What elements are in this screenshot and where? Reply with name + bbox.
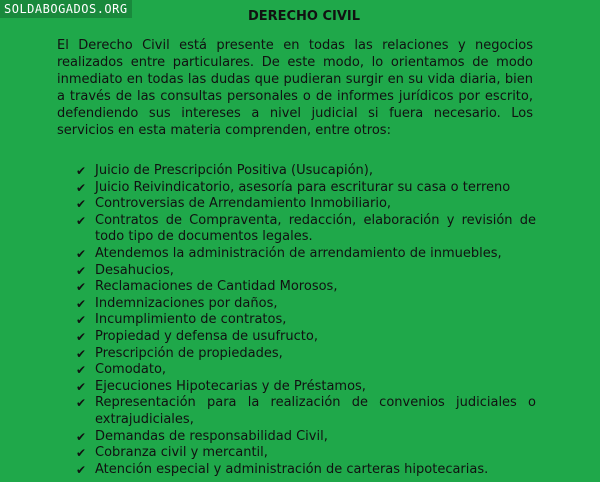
- service-label: Atención especial y administración de carteras hipotecarias.: [95, 461, 489, 477]
- service-label: Controversias de Arrendamiento Inmobiliario,: [95, 196, 392, 212]
- checkmark-icon: ✔: [76, 164, 87, 178]
- service-label: Demandas de responsabilidad Civil,: [95, 428, 328, 444]
- list-item: [76, 279, 536, 296]
- watermark-logo: SOLDABOGADOS.ORG: [0, 0, 132, 18]
- service-label: Juicio de Prescripción Positiva (Usucapión),: [95, 163, 373, 178]
- checkmark-icon: ✔: [76, 180, 87, 195]
- checkmark-icon: ✔: [76, 462, 87, 477]
- intro-paragraph: El Derecho Civil está presente en todas las relaciones y negocios realizados entre particulares. De este modo, lo orientamos de modo inmediato en todas las dudas que pudieran surgir en su vida diaria, bien a través de las consultas personales o de informes jurídicos por escrito, defendiendo sus intereses a nivel judicial si fuera necesario. Los servicios en esta materia comprenden, entre otros:: [57, 38, 533, 138]
- service-label: Ejecuciones Hipotecarias y de Préstamos,: [95, 378, 366, 394]
- checkmark-icon: ✔: [76, 280, 87, 295]
- list-item: [76, 263, 536, 280]
- checkmark-icon: ✔: [76, 379, 87, 394]
- service-label: Contratos de Compraventa, redacción, elaboración y revisión de todo tipo de documentos legales.: [95, 212, 536, 245]
- checkmark-icon: ✔: [76, 396, 87, 411]
- list-item: [76, 429, 536, 446]
- list-item: [76, 213, 536, 246]
- service-label: Propiedad y defensa de usufructo,: [95, 328, 318, 344]
- service-label: Cobranza civil y mercantil,: [95, 445, 268, 461]
- service-label: Incumplimiento de contratos,: [95, 312, 287, 328]
- checkmark-icon: ✔: [76, 446, 87, 461]
- list-item: [76, 395, 536, 428]
- list-item: [76, 246, 536, 263]
- checkmark-icon: ✔: [76, 429, 87, 444]
- service-label: Comodato,: [95, 362, 167, 378]
- list-item: [76, 312, 536, 329]
- checkmark-icon: ✔: [76, 363, 87, 378]
- checkmark-icon: ✔: [76, 197, 87, 212]
- checkmark-icon: ✔: [76, 329, 87, 344]
- service-label: Indemnizaciones por daños,: [95, 295, 278, 311]
- list-item: [76, 462, 536, 479]
- checkmark-icon: ✔: [76, 246, 87, 261]
- list-item: [76, 196, 536, 213]
- list-item: [76, 296, 536, 313]
- list-item: [76, 180, 536, 197]
- service-label: Desahucios,: [95, 262, 174, 278]
- list-item: [76, 346, 536, 363]
- checkmark-icon: ✔: [76, 346, 87, 361]
- service-label: Atendemos la administración de arrendamiento de inmuebles,: [95, 245, 502, 261]
- service-label: Prescripción de propiedades,: [95, 345, 283, 361]
- checkmark-icon: ✔: [76, 296, 87, 311]
- service-label: Juicio Reivindicatorio, asesoría para escriturar su casa o terreno: [95, 179, 511, 195]
- page-title: DERECHO CIVIL: [247, 9, 361, 24]
- list-item: [76, 362, 536, 379]
- services-list: [76, 163, 536, 478]
- checkmark-icon: ✔: [76, 313, 87, 328]
- service-label: Representación para la realización de convenios judiciales o extrajudiciales,: [95, 395, 536, 427]
- list-item: [76, 163, 536, 180]
- checkmark-icon: ✔: [76, 263, 87, 278]
- service-label: Reclamaciones de Cantidad Morosos,: [95, 279, 338, 295]
- checkmark-icon: ✔: [76, 213, 87, 228]
- list-item: [76, 445, 536, 462]
- list-item: [76, 379, 536, 396]
- list-item: [76, 329, 536, 346]
